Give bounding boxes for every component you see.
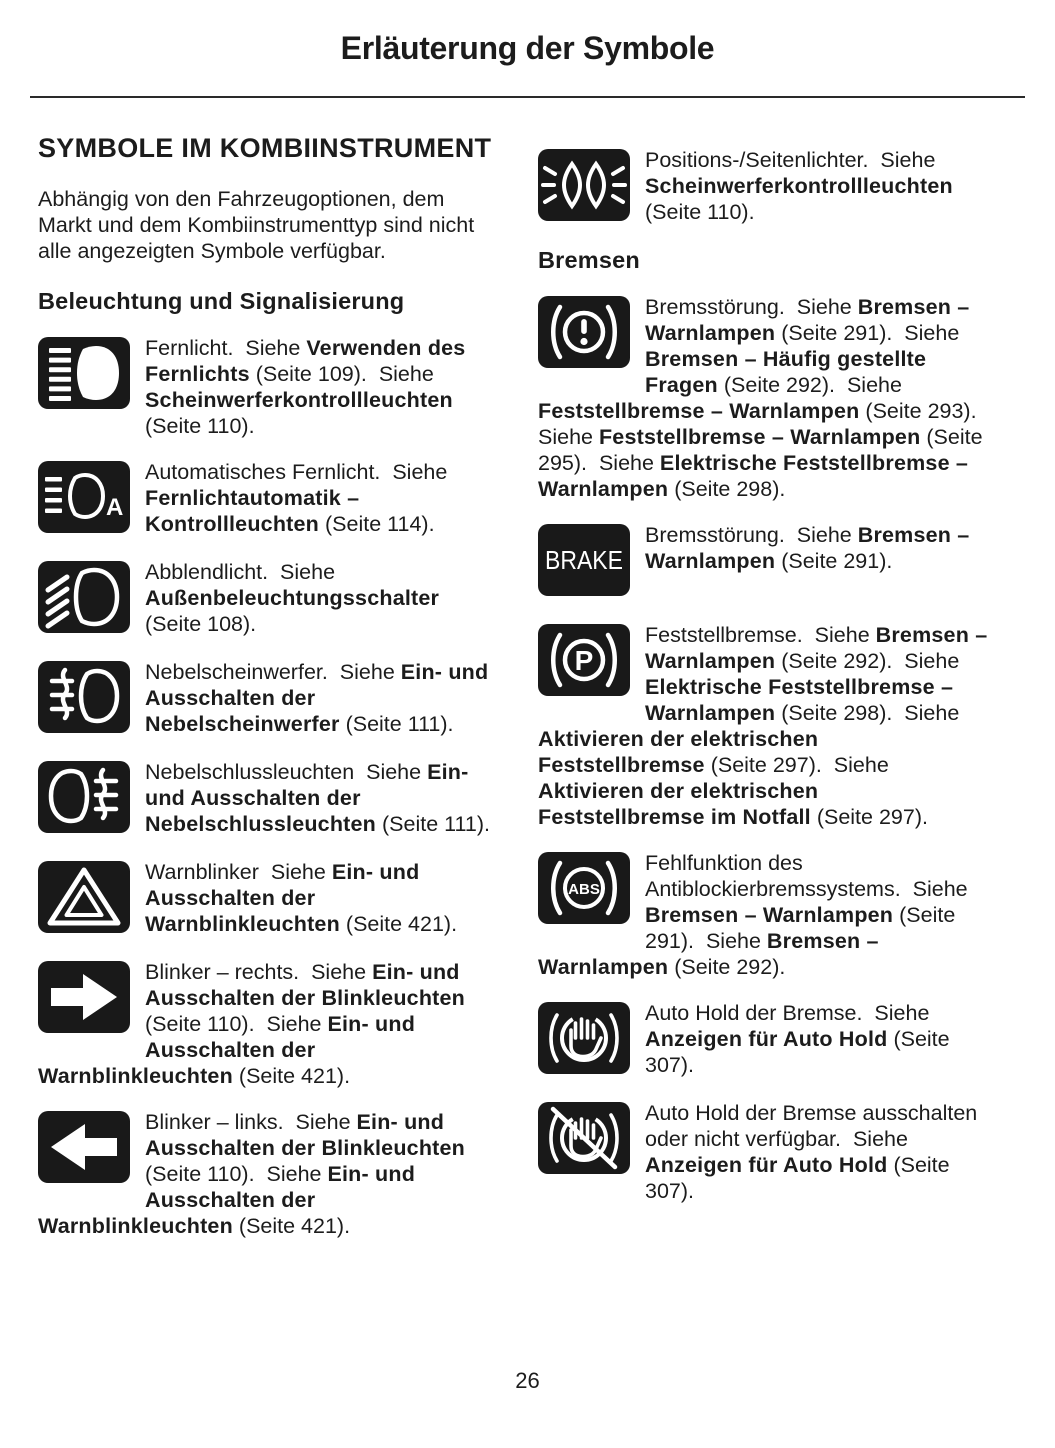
symbol-entry xyxy=(38,459,498,539)
low-beam-icon xyxy=(38,561,130,633)
symbol-entry xyxy=(538,850,990,980)
page-title: Erläuterung der Symbole xyxy=(340,30,715,66)
symbol-entry xyxy=(38,1109,498,1239)
turn-left-icon xyxy=(38,1111,130,1183)
symbol-description: Fernlicht. Siehe Verwenden des Fernlichts (Seite 109). Siehe Scheinwerferkontrollleuchten (Seite 110). xyxy=(145,336,472,438)
title-divider xyxy=(30,96,1025,98)
intro-paragraph: Abhängig von den Fahrzeugoptionen, dem Markt und dem Kombiinstrumenttyp sind nicht alle angezeigten Symbole verfügbar. xyxy=(38,187,475,263)
symbol-entry xyxy=(38,335,498,439)
symbol-description: Feststellbremse. Siehe Bremsen – Warnlampen (Seite 292). Siehe Elektrische Feststellbremse – Warnlampen (Seite 298). Siehe Aktivieren der elektrischen Feststellbremse (Seite 297). Siehe Aktivieren der elektrischen Feststellbremse im Notfall (Seite 297). xyxy=(538,623,994,829)
abs-icon xyxy=(538,852,630,924)
symbol-entry xyxy=(538,147,990,227)
subsection-heading-brakes: Bremsen xyxy=(538,247,640,273)
symbol-entry-list-lighting xyxy=(38,335,498,1239)
symbol-entry xyxy=(38,759,498,839)
turn-right-icon xyxy=(38,961,130,1033)
front-fog-icon xyxy=(38,661,130,733)
symbol-description: Warnblinker Siehe Ein- und Ausschalten der Warnblinkleuchten (Seite 421). xyxy=(145,860,458,936)
hazard-warning-icon xyxy=(38,861,130,933)
symbol-description: Bremsstörung. Siehe Bremsen – Warnlampen (Seite 291). Siehe Bremsen – Häufig gestellte Fragen (Seite 292). Siehe Feststellbremse – Warnlampen (Seite 293). Siehe Feststellbremse – Warnlampen (Seite 295). Siehe Elektrische Feststellbremse – Warnlampen (Seite 298). xyxy=(538,295,989,501)
section-heading-instrument-cluster: SYMBOLE IM KOMBIINSTRUMENT xyxy=(38,133,492,163)
symbol-entry xyxy=(538,294,990,502)
auto-hold-icon xyxy=(538,1002,630,1074)
left-column xyxy=(38,130,498,1259)
position-lights-icon xyxy=(538,149,630,221)
symbol-entry xyxy=(38,659,498,739)
page-number: 26 xyxy=(515,1368,540,1393)
symbol-entry-list-brakes xyxy=(538,294,994,1204)
subsection-heading-lighting: Beleuchtung und Signalisierung xyxy=(38,288,405,314)
symbol-entry xyxy=(38,559,498,639)
symbol-entry xyxy=(538,1100,990,1204)
auto-high-beam-icon xyxy=(38,461,130,533)
symbol-description: Auto Hold der Bremse. Siehe Anzeigen für Auto Hold (Seite 307). xyxy=(645,1001,956,1077)
symbol-description: Automatisches Fernlicht. Siehe Fernlichtautomatik – Kontrollleuchten (Seite 114). xyxy=(145,460,454,536)
symbol-description: Blinker – rechts. Siehe Ein- und Ausschalten der Blinkleuchten (Seite 110). Siehe Ein- und Ausschalten der Warnblinkleuchten (Seite 421). xyxy=(38,960,472,1088)
symbol-entry xyxy=(538,1000,990,1080)
symbol-description: Positions-/Seitenlichter. Siehe Scheinwerferkontrollleuchten (Seite 110). xyxy=(645,148,959,224)
symbol-entry xyxy=(538,622,994,830)
symbol-description: Nebelscheinwerfer. Siehe Ein- und Ausschalten der Nebelscheinwerfer (Seite 111). xyxy=(145,660,494,736)
symbol-description: Fehlfunktion des Antiblockierbremssystems. Siehe Bremsen – Warnlampen (Seite 291). Siehe Bremsen – Warnlampen (Seite 292). xyxy=(538,851,974,979)
symbol-entry xyxy=(38,959,498,1089)
rear-fog-icon xyxy=(38,761,130,833)
symbol-entry-list-position xyxy=(538,147,990,227)
symbol-description: Bremsstörung. Siehe Bremsen – Warnlampen (Seite 291). xyxy=(645,523,976,573)
symbol-description: Blinker – links. Siehe Ein- und Ausschalten der Blinkleuchten (Seite 110). Siehe Ein- und Ausschalten der Warnblinkleuchten (Seite 421). xyxy=(38,1110,472,1238)
symbol-description: Abblendlicht. Siehe Außenbeleuchtungsschalter (Seite 108). xyxy=(145,560,446,636)
symbol-entry xyxy=(538,522,990,602)
symbol-entry xyxy=(38,859,498,939)
high-beam-icon xyxy=(38,337,130,409)
symbol-description: Nebelschlussleuchten Siehe Ein- und Ausschalten der Nebelschlussleuchten (Seite 111). xyxy=(145,760,490,836)
right-column xyxy=(538,147,994,1224)
symbol-description: Auto Hold der Bremse ausschalten oder nicht verfügbar. Siehe Anzeigen für Auto Hold (Seite 307). xyxy=(645,1101,984,1203)
brake-warning-icon xyxy=(538,296,630,368)
parking-brake-icon xyxy=(538,624,630,696)
brake-text-icon xyxy=(538,524,630,596)
auto-hold-off-icon xyxy=(538,1102,630,1174)
